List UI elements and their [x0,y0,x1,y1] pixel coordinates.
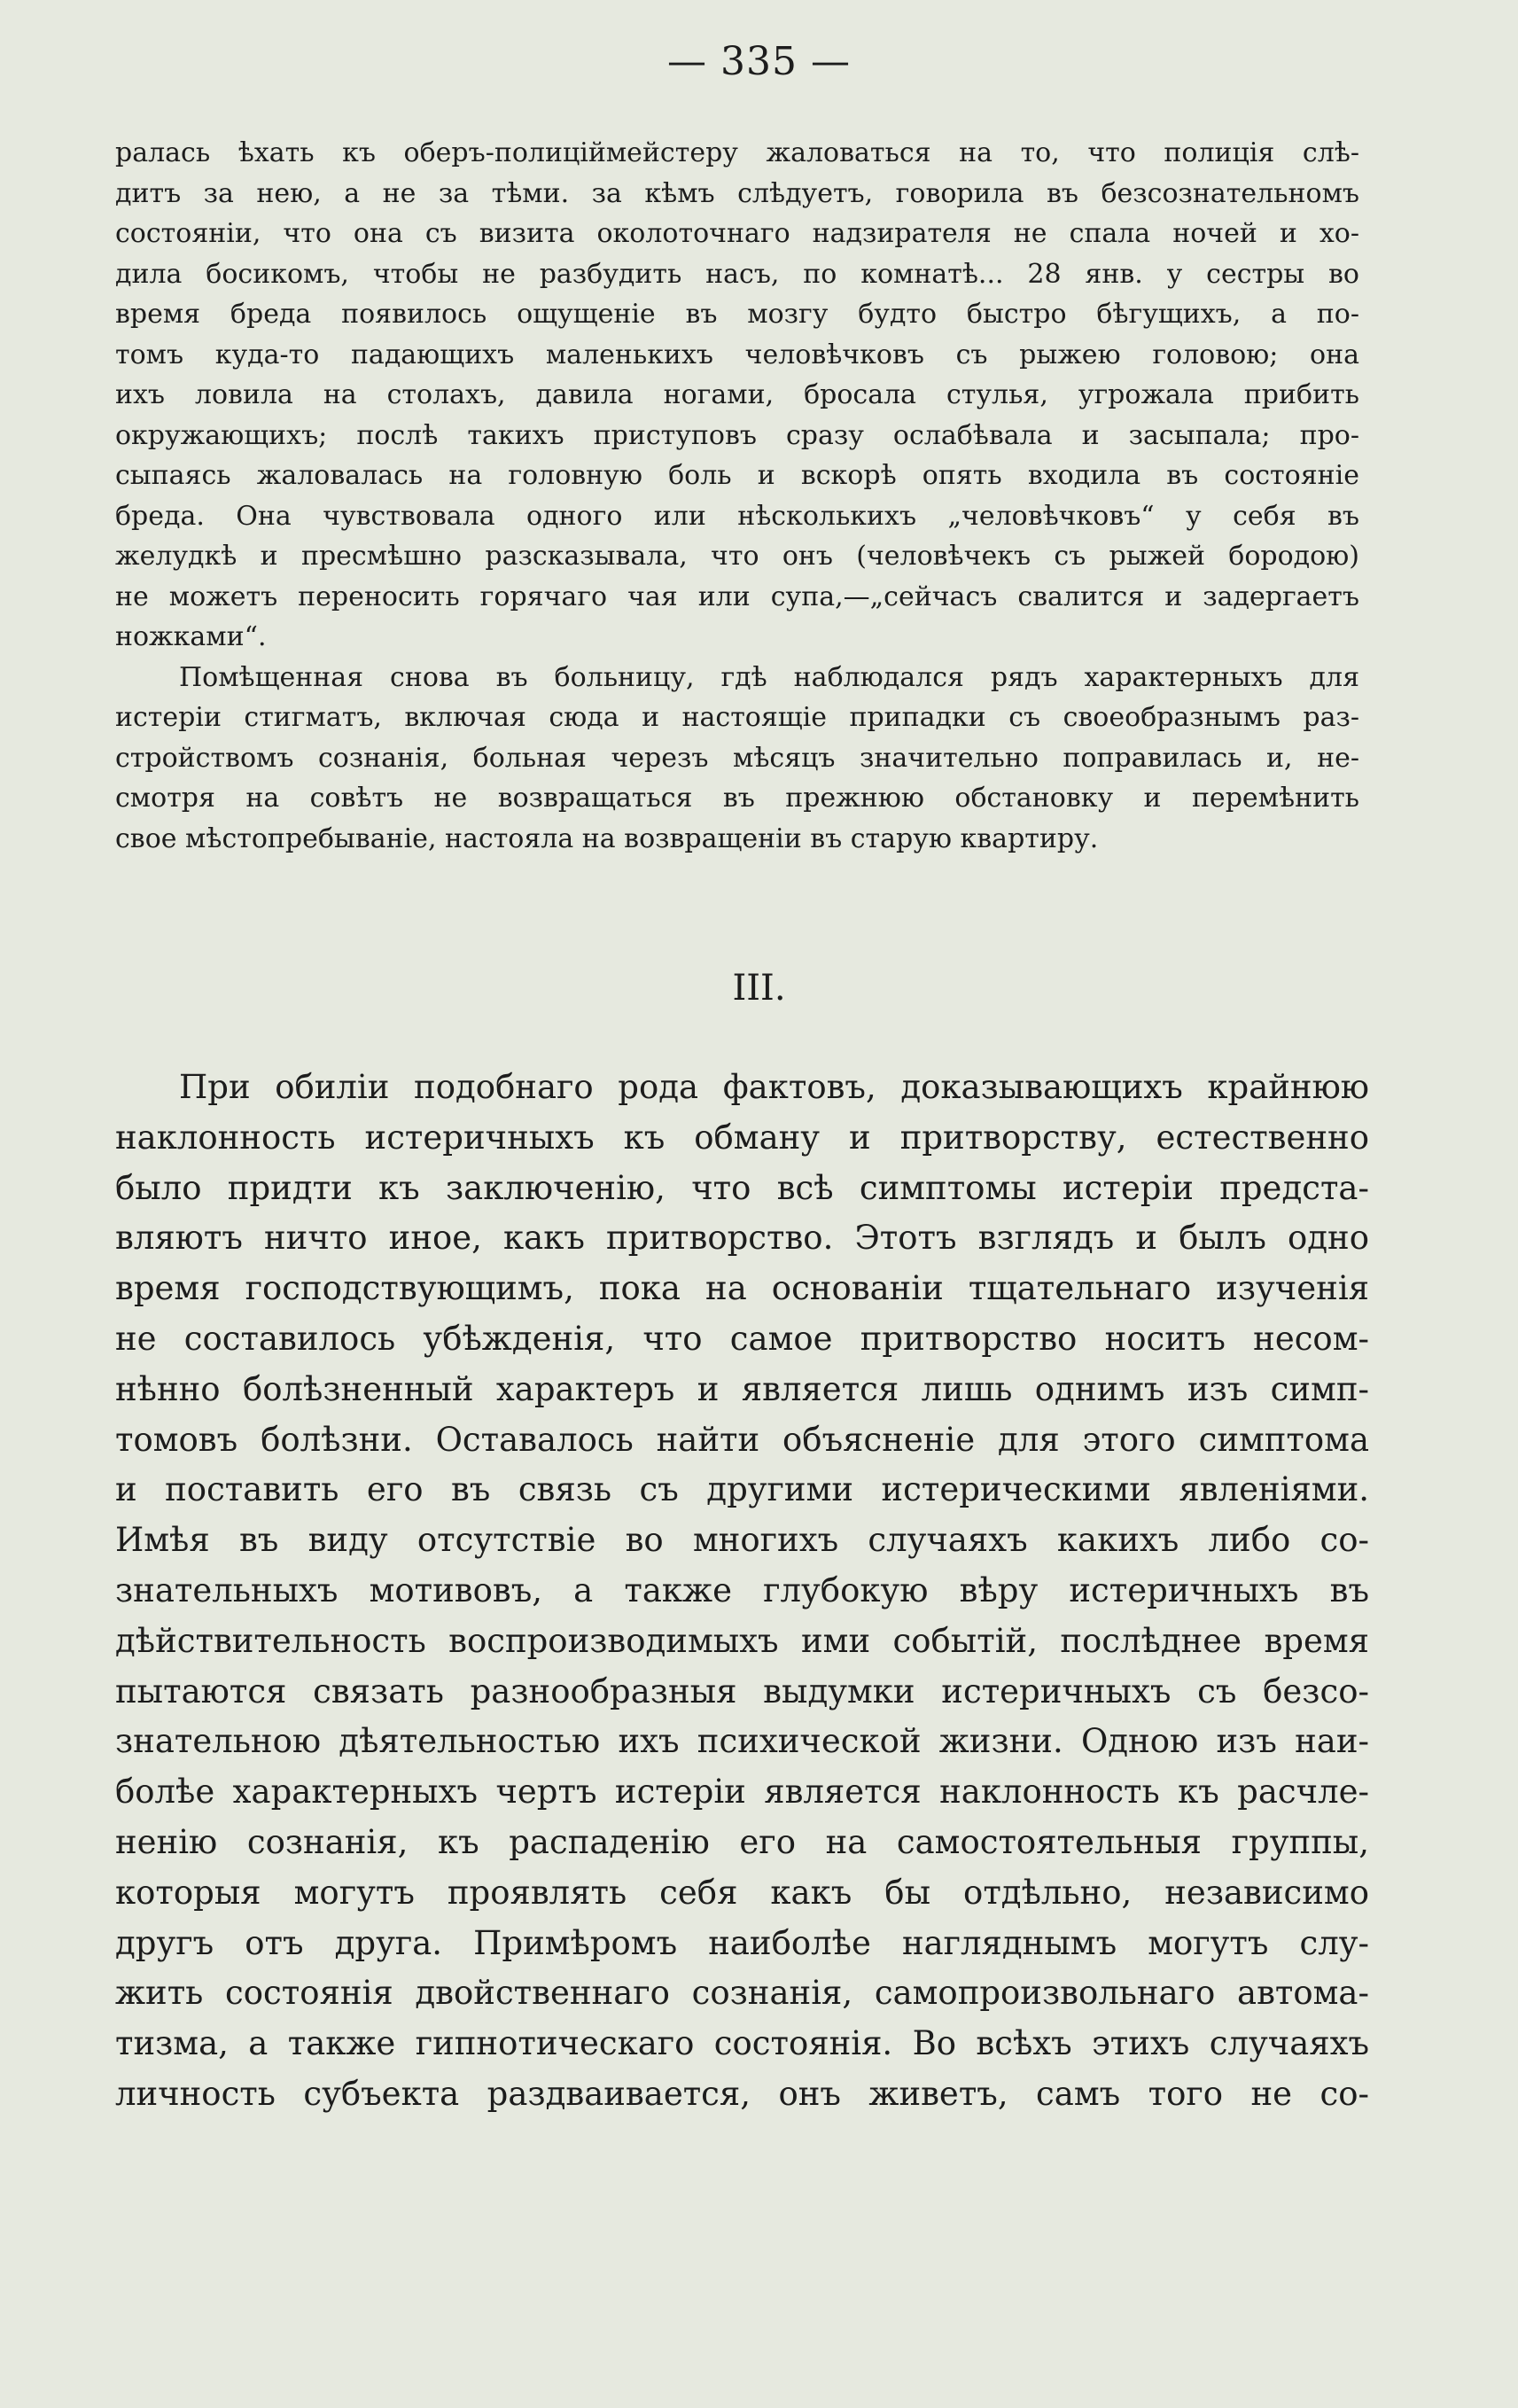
text-line: нѣнно болѣзненный характеръ и является лишь однимъ изъ симп- [115,1369,1369,1408]
text-line: ралась ѣхать къ оберъ-полицiймейстеру жаловаться на то, что полицiя слѣ- [115,137,1359,168]
text-line: не можетъ переносить горячаго чая или супа,—„сейчасъ свалится и задергаетъ [115,581,1359,612]
case-report-text [115,133,1359,859]
text-line: сыпаясь жаловалась на головную боль и вскорѣ опять входила въ состоянiе [115,460,1359,491]
text-line: При обилiи подобнаго рода фактовъ, доказывающихъ крайнюю [179,1068,1369,1106]
body-text [115,1063,1369,2120]
text-line: было придти къ заключенiю, что всѣ симптомы истерiи предста- [115,1168,1369,1207]
text-line: время господствующимъ, пока на основанiи тщательнаго изученiя [115,1269,1369,1308]
text-line: бреда. Она чувствовала одного или нѣсколькихъ „человѣчковъ“ у себя въ [115,500,1359,532]
text-line: ненiю сознанiя, къ распаденiю его на самостоятельныя группы, [115,1822,1369,1861]
text-line: наклонность истеричныхъ къ обману и притворству, естественно [115,1118,1369,1157]
text-line: смотря на совѣтъ не возвращаться въ прежнюю обстановку и перемѣнить [115,783,1359,814]
text-line: истерiи стигматъ, включая сюда и настоящiе припадки съ своеобразнымъ раз- [115,702,1359,733]
text-line: вляютъ ничто иное, какъ притворство. Этотъ взглядъ и былъ одно [115,1219,1369,1258]
text-line: Имѣя въ виду отсутствiе во многихъ случаяхъ какихъ либо со- [115,1521,1369,1560]
text-line: дѣйствительность воспроизводимыхъ ими событiй, послѣднее время [115,1621,1369,1660]
text-line: пытаются связать разнообразныя выдумки истеричныхъ съ безсо- [115,1672,1369,1711]
text-line: болѣе характерныхъ чертъ истерiи является наклонность къ расчле- [115,1773,1369,1812]
page-number: — 335 — [667,39,851,84]
text-line: свое мѣстопребыванiе, настояла на возвращенiи въ старую квартиру. [115,822,1099,854]
text-line: время бреда появилось ощущенiе въ мозгу будто быстро бѣгущихъ, а по- [115,299,1359,330]
text-line: Помѣщенная снова въ больницу, гдѣ наблюдался рядъ характерныхъ для [179,661,1359,693]
text-line: томовъ болѣзни. Оставалось найти объясненiе для этого симптома [115,1420,1369,1459]
text-line: знательныхъ мотивовъ, а также глубокую вѣру истеричныхъ въ [115,1570,1369,1609]
text-line: тизма, а также гипнотическаго состоянiя. Во всѣхъ этихъ случаяхъ [115,2024,1369,2063]
text-line: стройствомъ сознанiя, больная черезъ мѣсяцъ значительно поправилась и, не- [115,742,1359,774]
section-heading: III. [732,968,786,1009]
text-line: жить состоянiя двойственнаго сознанiя, самопроизвольнаго автома- [115,1974,1369,2013]
text-line: ножками“. [115,621,267,652]
text-line: знательною дѣятельностью ихъ психической жизни. Одною изъ наи- [115,1722,1369,1761]
text-line: личность субъекта раздваивается, онъ живетъ, самъ того не со- [115,2074,1369,2113]
text-line: другъ отъ друга. Примѣромъ наиболѣе нагляднымъ могутъ слу- [115,1923,1369,1962]
text-line: дитъ за нею, а не за тѣми. за кѣмъ слѣдуетъ, говорила въ безсознательномъ [115,177,1359,209]
text-line: не составилось убѣжденiя, что самое притворство носитъ несом- [115,1319,1369,1358]
text-line: дила босикомъ, чтобы не разбудить насъ, по комнатѣ... 28 янв. у сестры во [115,258,1359,290]
text-line: окружающихъ; послѣ такихъ приступовъ сразу ослабѣвала и засыпала; про- [115,419,1359,451]
text-line: и поставить его въ связь съ другими истерическими явленiями. [115,1470,1369,1509]
text-line: ихъ ловила на столахъ, давила ногами, бросала стулья, угрожала прибить [115,379,1359,410]
text-line: состоянiи, что она съ визита околоточнаго надзирателя не спала ночей и хо- [115,218,1359,249]
text-line: которыя могутъ проявлять себя какъ бы отдѣльно, независимо [115,1873,1369,1912]
text-line: желудкѣ и пресмѣшно разсказывала, что онъ (человѣчекъ съ рыжей бородою) [115,541,1359,572]
text-line: томъ куда-то падающихъ маленькихъ человѣчковъ съ рыжею головою; она [115,339,1359,370]
